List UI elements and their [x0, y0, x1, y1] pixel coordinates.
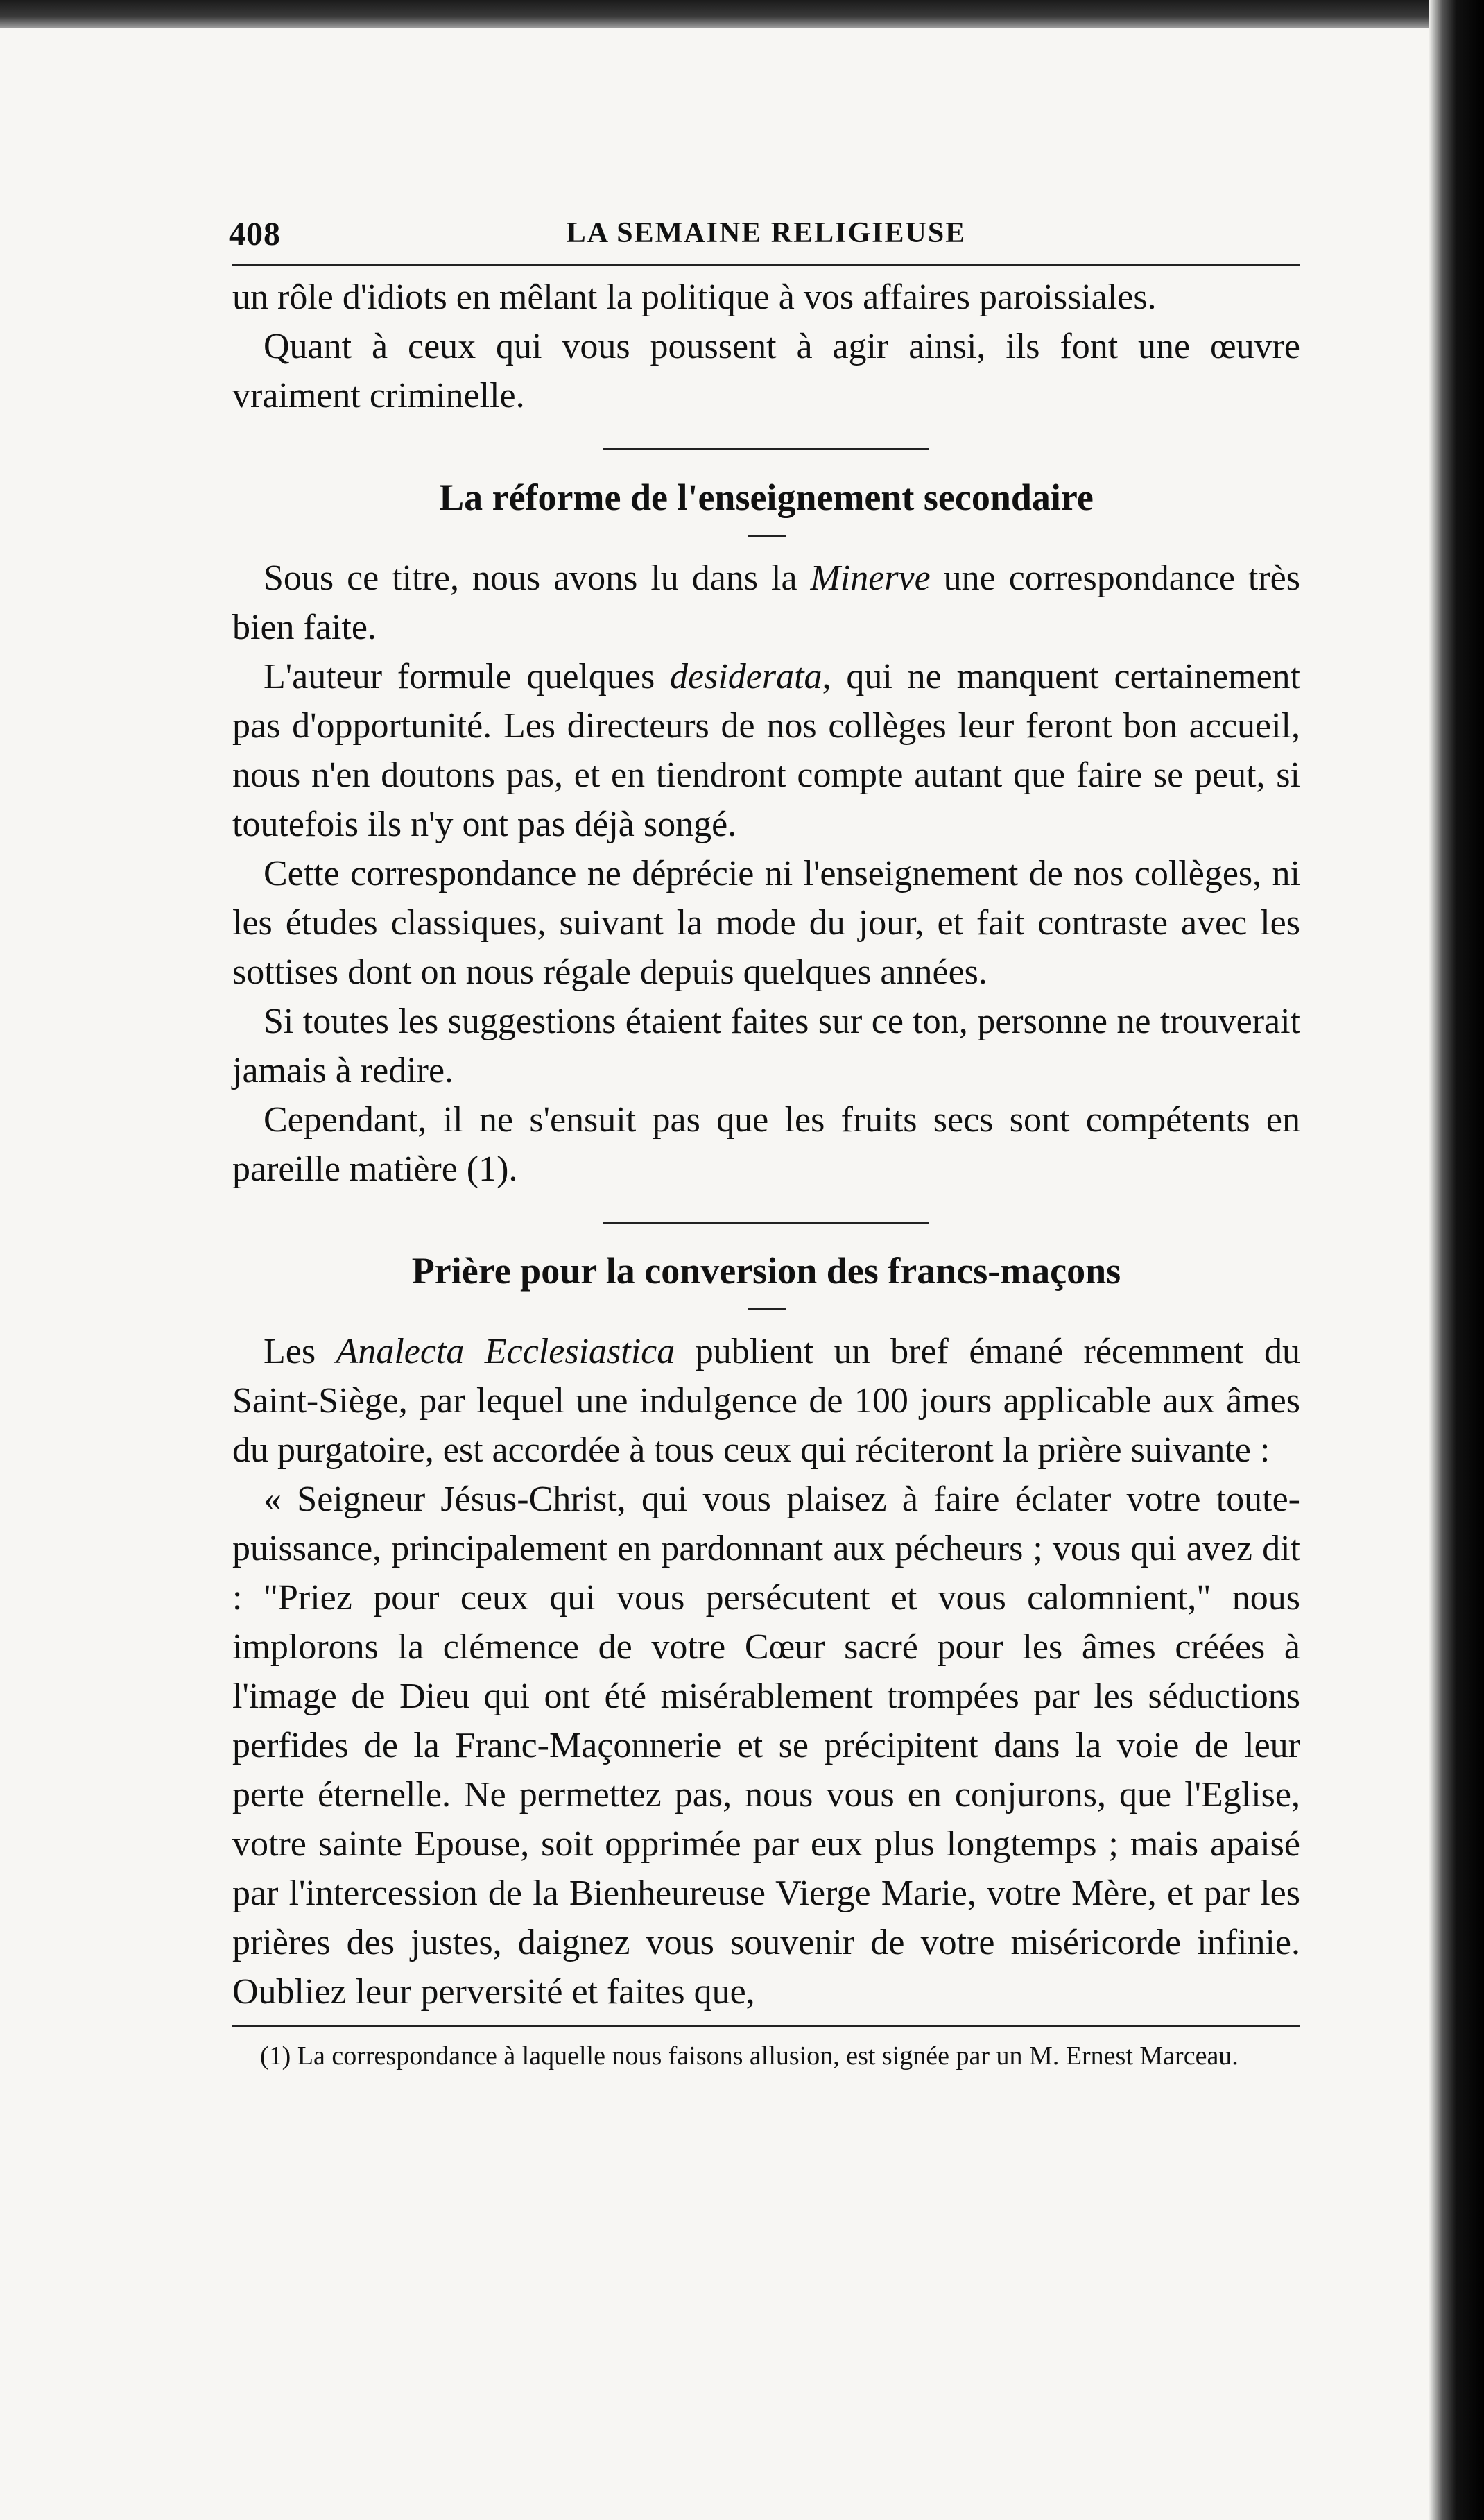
- title-dash: [748, 1308, 786, 1310]
- footnote-rule: [232, 2025, 1300, 2027]
- scan-right-edge: [1429, 0, 1484, 2520]
- priere-paragraph-2: « Seigneur Jésus-Christ, qui vous plaisez à faire éclater votre toute-puissance, principalement en pardonnant aux pécheurs ; vous qui avez dit : "Priez pour ceux qui vous persécutent et vous calomnient," nous implorons la clémence de votre Cœur sacré pour les âmes créées à l'image de Dieu qui ont été misérablement trompées par les séductions perfides de la Franc-Maçonnerie et se précipitent dans la voie de leur perte éternelle. Ne permettez pas, nous vous en conjurons, que l'Eglise, votre sainte Epouse, soit opprimée par eux plus longtemps ; mais apaisé par l'intercession de la Bienheureuse Vierge Marie, votre Mère, et par les prières des justes, daignez vous souvenir de votre miséricorde infinie. Oubliez leur perversité et faites que,: [232, 1480, 1300, 2012]
- running-title: LA SEMAINE RELIGIEUSE: [566, 217, 967, 249]
- footnote: (1) La correspondance à laquelle nous faisons allusion, est signée par un M. Ernest Marceau.: [260, 2041, 1239, 2071]
- scan-top-edge: [0, 0, 1484, 28]
- reforme-paragraph-3: Cette correspondance ne déprécie ni l'enseignement de nos collèges, ni les études classiques, suivant la mode du jour, et fait contraste avec les sottises dont on nous régale depuis quelques années.: [232, 854, 1300, 992]
- italic-desiderata: desiderata: [670, 657, 822, 696]
- page-header: [229, 201, 1300, 264]
- title-dash: [748, 535, 786, 537]
- reforme-paragraph-4: Si toutes les suggestions étaient faites sur ce ton, personne ne trouverait jamais à redire.: [232, 1002, 1300, 1090]
- reforme-paragraph-2: L'auteur formule quelques desiderata, qui ne manquent certainement pas d'opportunité. Les directeurs de nos collèges leur feront bon accueil, nous n'en doutons pas, et en tiendront compte autant que faire se peut, si toutefois ils n'y ont pas déjà songé.: [232, 657, 1300, 844]
- priere-paragraph-1: Les Analecta Ecclesiastica publient un bref émané récemment du Saint-Siège, par lequel une indulgence de 100 jours applicable aux âmes du purgatoire, est accordée à tous ceux qui réciteront la prière suivante :: [232, 1332, 1300, 1470]
- intro-paragraph-2: Quant à ceux qui vous poussent à agir ainsi, ils font une œuvre vraiment criminelle.: [232, 327, 1300, 415]
- italic-analecta: Analecta Ecclesiastica: [336, 1332, 675, 1371]
- page-number: 408: [229, 216, 281, 252]
- section-separator: [603, 448, 929, 450]
- intro-paragraph-1: un rôle d'idiots en mêlant la politique à vos affaires paroissiales.: [232, 277, 1157, 317]
- section-title-reforme: La réforme de l'enseignement secondaire: [439, 477, 1094, 518]
- section-separator: [603, 1222, 929, 1224]
- reforme-paragraph-1: Sous ce titre, nous avons lu dans la Minerve une correspondance très bien faite.: [232, 558, 1300, 647]
- page: [229, 201, 1300, 2075]
- italic-minerve: Minerve: [810, 558, 931, 598]
- header-rule: [232, 264, 1300, 266]
- reforme-paragraph-5: Cependant, il ne s'ensuit pas que les fruits secs sont compétents en pareille matière (1).: [232, 1100, 1300, 1189]
- section-title-priere: Prière pour la conversion des francs-maçons: [411, 1250, 1121, 1292]
